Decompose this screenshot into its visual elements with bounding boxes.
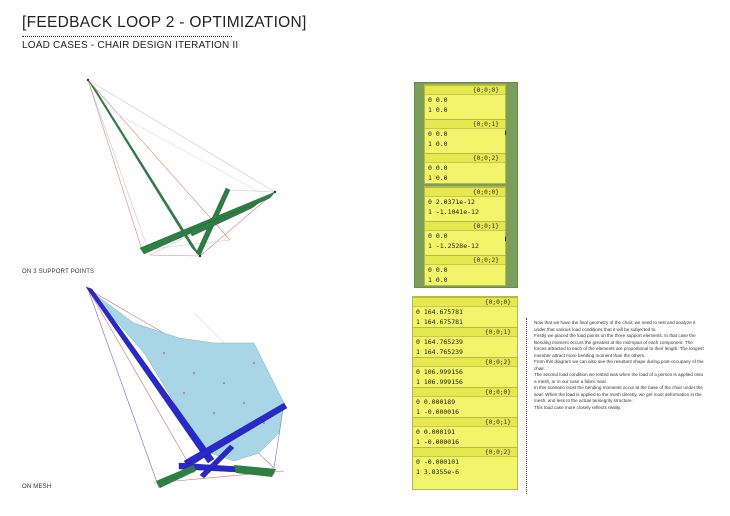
output-panel-bottom[interactable] — [412, 296, 518, 490]
branch-path-label: {0;0;0} — [413, 387, 517, 397]
caption-on-mesh: ON MESH — [22, 484, 52, 490]
branch-value: 1 0.0 — [428, 174, 448, 182]
output-panel-middle[interactable] — [424, 186, 506, 286]
branch-value: 1 0.0 — [428, 140, 448, 148]
page-subtitle: LOAD CASES - CHAIR DESIGN ITERATION II — [22, 40, 239, 51]
fabric-mesh — [88, 289, 284, 461]
panel-branch — [413, 357, 517, 387]
description-paragraph: Firstly we placed the load points on the three support elements. In that case the Bending moment occurs the greatest at the mid-span of each component. The forces attracted to each of the elements are proportional to their length. The longest member attract more bending moment than the others. — [534, 333, 704, 358]
branch-value: 0 0.000191 — [416, 428, 456, 436]
branch-value: 1 106.999156 — [416, 378, 463, 386]
branch-path-label: {0;0;2} — [413, 357, 517, 367]
panel-branch — [425, 85, 505, 119]
branch-path-label: {0;0;1} — [425, 119, 505, 129]
panel-bottom-content — [413, 297, 517, 489]
branch-value: 0 0.000189 — [416, 398, 456, 406]
caption-support-points: ON 3 SUPPORT POINTS — [22, 269, 95, 275]
load-case-mesh-drawing — [84, 283, 294, 493]
branch-value: 0 164.765239 — [416, 338, 463, 346]
branch-value: 0 0.0 — [428, 232, 448, 240]
branch-value: 1 0.0 — [428, 106, 448, 114]
branch-value: 0 0.0 — [428, 266, 448, 274]
text-divider — [526, 318, 527, 494]
branch-path-label: {0;0;1} — [413, 327, 517, 337]
description-paragraph: The second load condition we tested was when the load of a person is applied onto a mesh, or in our case a fabric seat. — [534, 372, 704, 384]
load-case-support-points-drawing — [80, 70, 285, 265]
panel-branch — [413, 447, 517, 477]
connector-grip-icon[interactable] — [505, 236, 509, 241]
branch-value: 1 -1.1041e-12 — [428, 208, 479, 216]
branch-value: 1 -0.000016 — [416, 408, 460, 416]
panel-branch — [425, 187, 505, 221]
description-paragraph: From this diagram we can also see the resultant shape during post-occupany of the chair. — [534, 359, 704, 371]
panel-top-content — [425, 85, 505, 183]
description-paragraph: This load case more closely reflects reality. — [534, 404, 622, 410]
branch-value: 1 3.8355e-6 — [416, 468, 460, 476]
page-title: [FEEDBACK LOOP 2 - OPTIMIZATION] — [22, 14, 307, 31]
branch-path-label: {0;0;2} — [425, 255, 505, 265]
branch-value: 0 164.675781 — [416, 308, 463, 316]
branch-value: 0 106.999156 — [416, 368, 463, 376]
branch-path-label: {0;0;0} — [425, 187, 505, 197]
panel-branch — [413, 327, 517, 357]
description-paragraph: Now that we have the final geometry of the chair, we need to test and analyze it under that various load conditions that it will be subjected to. — [534, 320, 696, 332]
panel-branch — [425, 153, 505, 187]
branch-path-label: {0;0;0} — [425, 85, 505, 95]
branch-value: 0 -0.000101 — [416, 458, 460, 466]
connector-grip-icon[interactable] — [505, 130, 509, 135]
description-paragraph: In this scenario most the bending moments occur at the base of the chair under the seat. When the load is applied to the mesh directly, we get most deformation in the mesh, and less to the actual tensegrity structure. — [534, 385, 703, 403]
panel-branch — [425, 221, 505, 255]
output-panel-top[interactable] — [424, 84, 506, 184]
branch-value: 1 164.765239 — [416, 348, 463, 356]
panel-branch — [413, 297, 517, 327]
branch-value: 1 -1.2528e-12 — [428, 242, 479, 250]
branch-value: 0 2.0371e-12 — [428, 198, 475, 206]
panel-branch — [425, 255, 505, 289]
panel-middle-content — [425, 187, 505, 285]
branch-path-label: {0;0;1} — [413, 417, 517, 427]
branch-value: 0 0.0 — [428, 96, 448, 104]
branch-value: 1 -0.000016 — [416, 438, 460, 446]
branch-value: 0 0.0 — [428, 130, 448, 138]
branch-path-label: {0;0;0} — [413, 297, 517, 307]
panel-branch — [413, 417, 517, 447]
title-underline — [22, 36, 232, 37]
branch-value: 1 164.675781 — [416, 318, 463, 326]
description-text — [534, 320, 704, 411]
branch-path-label: {0;0;2} — [413, 447, 517, 457]
branch-value: 0 0.0 — [428, 164, 448, 172]
branch-path-label: {0;0;1} — [425, 221, 505, 231]
panel-branch — [425, 119, 505, 153]
branch-path-label: {0;0;2} — [425, 153, 505, 163]
branch-value: 1 0.0 — [428, 276, 448, 284]
panel-branch — [413, 387, 517, 417]
